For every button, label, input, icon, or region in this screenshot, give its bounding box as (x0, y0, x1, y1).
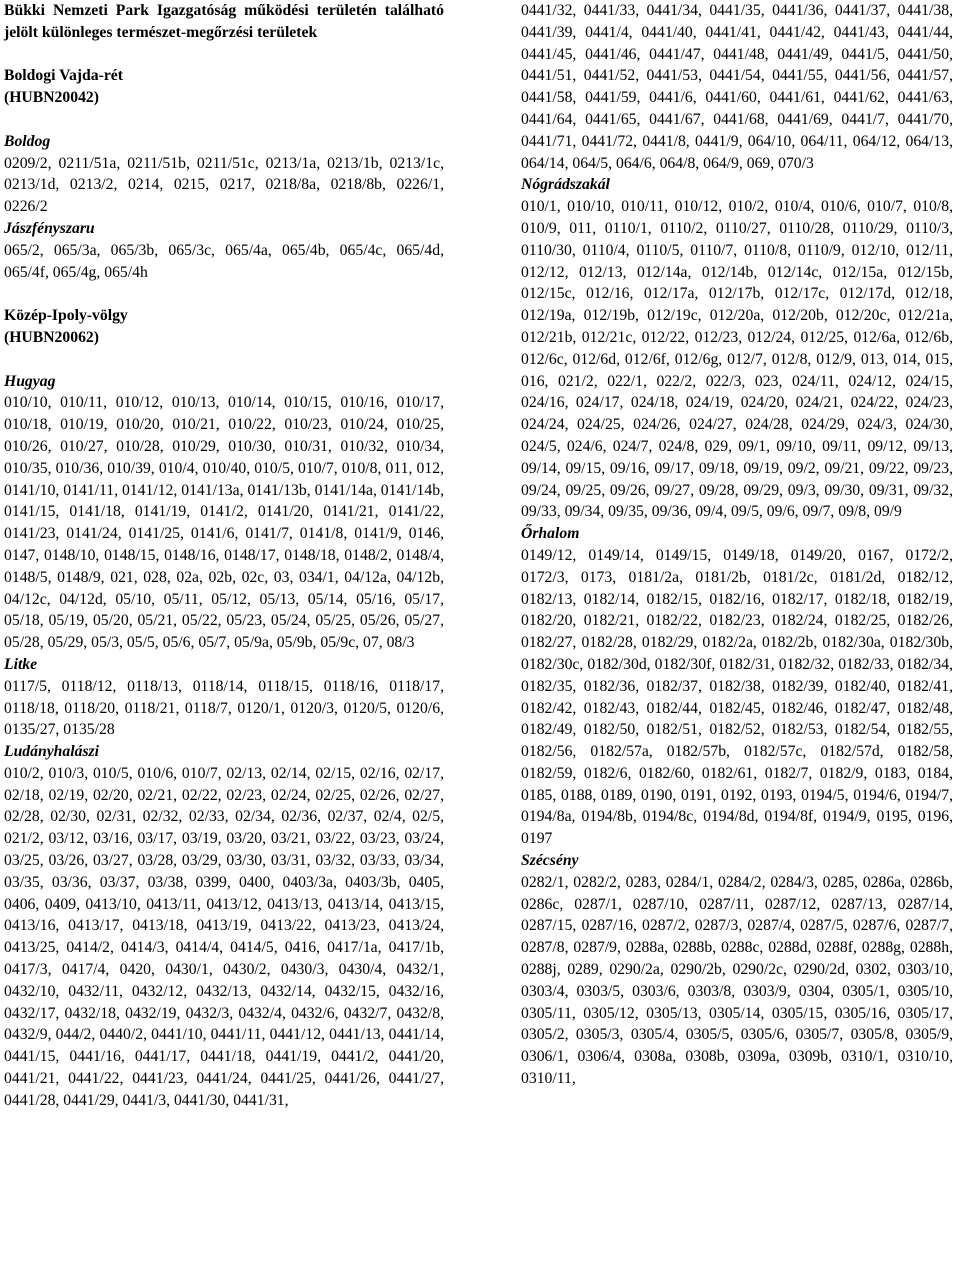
right-column (521, 0, 953, 1090)
left-column (4, 0, 444, 1112)
spacer (4, 349, 444, 371)
area-code: (HUBN20062) (4, 328, 99, 346)
settlement-name: Szécsény (521, 852, 579, 870)
parcel-list: 0117/5, 0118/12, 0118/13, 0118/14, 0118/15, 0118/16, 0118/17, 0118/18, 0118/20, 0118/21, 0118/7, 0120/1, 0120/3, 0120/5, 0120/6, 0135/27, 0135/28 (4, 677, 444, 739)
parcel-list-continued: 0441/32, 0441/33, 0441/34, 0441/35, 0441/36, 0441/37, 0441/38, 0441/39, 0441/4, 0441/40, 0441/41, 0441/42, 0441/43, 0441/44, 0441/45, 0441/46, 0441/47, 0441/48, 0441/49, 0441/5, 0441/50, 0441/51, 0441/52, 0441/53, 0441/54, 0441/55, 0441/56, 0441/57, 0441/58, 0441/59, 0441/6, 0441/60, 0441/61, 0441/62, 0441/63, 0441/64, 0441/65, 0441/67, 0441/68, 0441/69, 0441/7, 0441/70, 0441/71, 0441/72, 0441/8, 0441/9, 064/10, 064/11, 064/12, 064/13, 064/14, 064/5, 064/6, 064/8, 064/9, 069, 070/3 (521, 2, 953, 172)
spacer (4, 283, 444, 305)
area-name: Boldogi Vajda-rét (4, 67, 123, 85)
area-code: (HUBN20042) (4, 89, 99, 107)
spacer (4, 44, 444, 66)
settlement-name: Boldog (4, 132, 51, 150)
settlement-name: Ludányhalászi (4, 743, 100, 761)
settlement-name: Hugyag (4, 372, 56, 390)
parcel-list: 0149/12, 0149/14, 0149/15, 0149/18, 0149/20, 0167, 0172/2, 0172/3, 0173, 0181/2a, 0181/2b, 0181/2c, 0181/2d, 0182/12, 0182/13, 0182/14, 0182/15, 0182/16, 0182/17, 0182/18, 0182/19, 0182/20, 0182/21, 0182/22, 0182/23, 0182/24, 0182/25, 0182/26, 0182/27, 0182/28, 0182/29, 0182/2a, 0182/2b, 0182/30a, 0182/30b, 0182/30c, 0182/30d, 0182/30f, 0182/31, 0182/32, 0182/33, 0182/34, 0182/35, 0182/36, 0182/37, 0182/38, 0182/39, 0182/40, 0182/41, 0182/42, 0182/43, 0182/44, 0182/45, 0182/46, 0182/47, 0182/48, 0182/49, 0182/50, 0182/51, 0182/52, 0182/53, 0182/54, 0182/55, 0182/56, 0182/57a, 0182/57b, 0182/57c, 0182/57d, 0182/58, 0182/59, 0182/6, 0182/60, 0182/61, 0182/7, 0182/9, 0183, 0184, 0185, 0188, 0189, 0190, 0191, 0192, 0193, 0194/5, 0194/6, 0194/7, 0194/8a, 0194/8b, 0194/8c, 0194/8d, 0194/8f, 0194/9, 0195, 0196, 0197 (521, 546, 953, 848)
parcel-list: 010/1, 010/10, 010/11, 010/12, 010/2, 010/4, 010/6, 010/7, 010/8, 010/9, 011, 0110/1, 0110/2, 0110/27, 0110/28, 0110/29, 0110/3, 0110/30, 0110/4, 0110/5, 0110/7, 0110/8, 0110/9, 012/10, 012/11, 012/12, 012/13, 012/14a, 012/14b, 012/14c, 012/15a, 012/15b, 012/15c, 012/16, 012/17a, 012/17b, 012/17c, 012/17d, 012/18, 012/19a, 012/19b, 012/19c, 012/20a, 012/20b, 012/20c, 012/21a, 012/21b, 012/21c, 012/22, 012/23, 012/24, 012/25, 012/6a, 012/6b, 012/6c, 012/6d, 012/6f, 012/6g, 012/7, 012/8, 012/9, 013, 014, 015, 016, 021/2, 022/1, 022/2, 022/3, 023, 024/11, 024/12, 024/15, 024/16, 024/17, 024/18, 024/19, 024/20, 024/21, 024/22, 024/23, 024/24, 024/25, 024/26, 024/27, 024/28, 024/29, 024/3, 024/30, 024/5, 024/6, 024/7, 024/8, 029, 09/1, 09/10, 09/11, 09/12, 09/13, 09/14, 09/15, 09/16, 09/17, 09/18, 09/19, 09/2, 09/21, 09/22, 09/23, 09/24, 09/25, 09/26, 09/27, 09/28, 09/29, 09/3, 09/30, 09/31, 09/32, 09/33, 09/34, 09/35, 09/36, 09/4, 09/5, 09/6, 09/7, 09/8, 09/9 (521, 198, 953, 521)
settlement-name: Jászfényszaru (4, 219, 95, 237)
settlement-name: Nógrádszakál (521, 176, 610, 194)
settlement-name: Őrhalom (521, 525, 580, 543)
area-name: Közép-Ipoly-völgy (4, 307, 128, 325)
parcel-list: 0209/2, 0211/51a, 0211/51b, 0211/51c, 0213/1a, 0213/1b, 0213/1c, 0213/1d, 0213/2, 0214, 0215, 0217, 0218/8a, 0218/8b, 0226/1, 0226/2 (4, 154, 444, 216)
parcel-list: 0282/1, 0282/2, 0283, 0284/1, 0284/2, 0284/3, 0285, 0286a, 0286b, 0286c, 0287/1, 0287/10, 0287/11, 0287/12, 0287/13, 0287/14, 0287/15, 0287/16, 0287/2, 0287/3, 0287/4, 0287/5, 0287/6, 0287/7, 0287/8, 0287/9, 0288a, 0288b, 0288c, 0288d, 0288f, 0288g, 0288h, 0288j, 0289, 0290/2a, 0290/2b, 0290/2c, 0290/2d, 0302, 0303/10, 0303/4, 0303/5, 0303/6, 0303/8, 0303/9, 0304, 0305/1, 0305/10, 0305/11, 0305/12, 0305/13, 0305/14, 0305/15, 0305/16, 0305/17, 0305/2, 0305/3, 0305/4, 0305/5, 0305/6, 0305/7, 0305/8, 0305/9, 0306/1, 0306/4, 0308a, 0308b, 0309a, 0309b, 0310/1, 0310/10, 0310/11, (521, 873, 953, 1088)
parcel-list: 010/10, 010/11, 010/12, 010/13, 010/14, 010/15, 010/16, 010/17, 010/18, 010/19, 010/20, 010/21, 010/22, 010/23, 010/24, 010/25, 010/26, 010/27, 010/28, 010/29, 010/30, 010/31, 010/32, 010/34, 010/35, 010/36, 010/39, 010/4, 010/40, 010/5, 010/7, 010/8, 011, 012, 0141/10, 0141/11, 0141/12, 0141/13a, 0141/13b, 0141/14a, 0141/14b, 0141/15, 0141/18, 0141/19, 0141/2, 0141/20, 0141/21, 0141/22, 0141/23, 0141/24, 0141/25, 0141/6, 0141/7, 0141/8, 0141/9, 0146, 0147, 0148/10, 0148/15, 0148/16, 0148/17, 0148/18, 0148/2, 0148/4, 0148/5, 0148/9, 021, 028, 02a, 02b, 02c, 03, 034/1, 04/12a, 04/12b, 04/12c, 04/12d, 05/10, 05/11, 05/12, 05/13, 05/14, 05/16, 05/17, 05/18, 05/19, 05/20, 05/21, 05/22, 05/23, 05/24, 05/25, 05/26, 05/27, 05/28, 05/29, 05/3, 05/5, 05/6, 05/7, 05/9a, 05/9b, 05/9c, 07, 08/3 (4, 394, 444, 652)
spacer (4, 109, 444, 131)
settlement-name: Litke (4, 655, 38, 673)
parcel-list: 065/2, 065/3a, 065/3b, 065/3c, 065/4a, 065/4b, 065/4c, 065/4d, 065/4f, 065/4g, 065/4h (4, 241, 444, 281)
parcel-list: 010/2, 010/3, 010/5, 010/6, 010/7, 02/13, 02/14, 02/15, 02/16, 02/17, 02/18, 02/19, 02/20, 02/21, 02/22, 02/23, 02/24, 02/25, 02/26, 02/27, 02/28, 02/30, 02/31, 02/32, 02/33, 02/34, 02/36, 02/37, 02/4, 02/5, 021/2, 03/12, 03/16, 03/17, 03/19, 03/20, 03/21, 03/22, 03/23, 03/24, 03/25, 03/26, 03/27, 03/28, 03/29, 03/30, 03/31, 03/32, 03/33, 03/34, 03/35, 03/36, 03/37, 03/38, 0399, 0400, 0403/3a, 0403/3b, 0405, 0406, 0409, 0413/10, 0413/11, 0413/12, 0413/13, 0413/14, 0413/15, 0413/16, 0413/17, 0413/18, 0413/19, 0413/22, 0413/23, 0413/24, 0413/25, 0414/2, 0414/3, 0414/4, 0414/5, 0416, 0417/1a, 0417/1b, 0417/3, 0417/4, 0420, 0430/1, 0430/2, 0430/3, 0430/4, 0432/1, 0432/10, 0432/11, 0432/12, 0432/13, 0432/14, 0432/15, 0432/16, 0432/17, 0432/18, 0432/19, 0432/3, 0432/4, 0432/6, 0432/7, 0432/8, 0432/9, 044/2, 0440/2, 0441/10, 0441/11, 0441/12, 0441/13, 0441/14, 0441/15, 0441/16, 0441/17, 0441/18, 0441/19, 0441/2, 0441/20, 0441/21, 0441/22, 0441/23, 0441/24, 0441/25, 0441/26, 0441/27, 0441/28, 0441/29, 0441/3, 0441/30, 0441/31, (4, 764, 444, 1109)
document-title: Bükki Nemzeti Park Igazgatóság működési területén található jelölt különleges természet-megőrzési területek (4, 2, 444, 41)
